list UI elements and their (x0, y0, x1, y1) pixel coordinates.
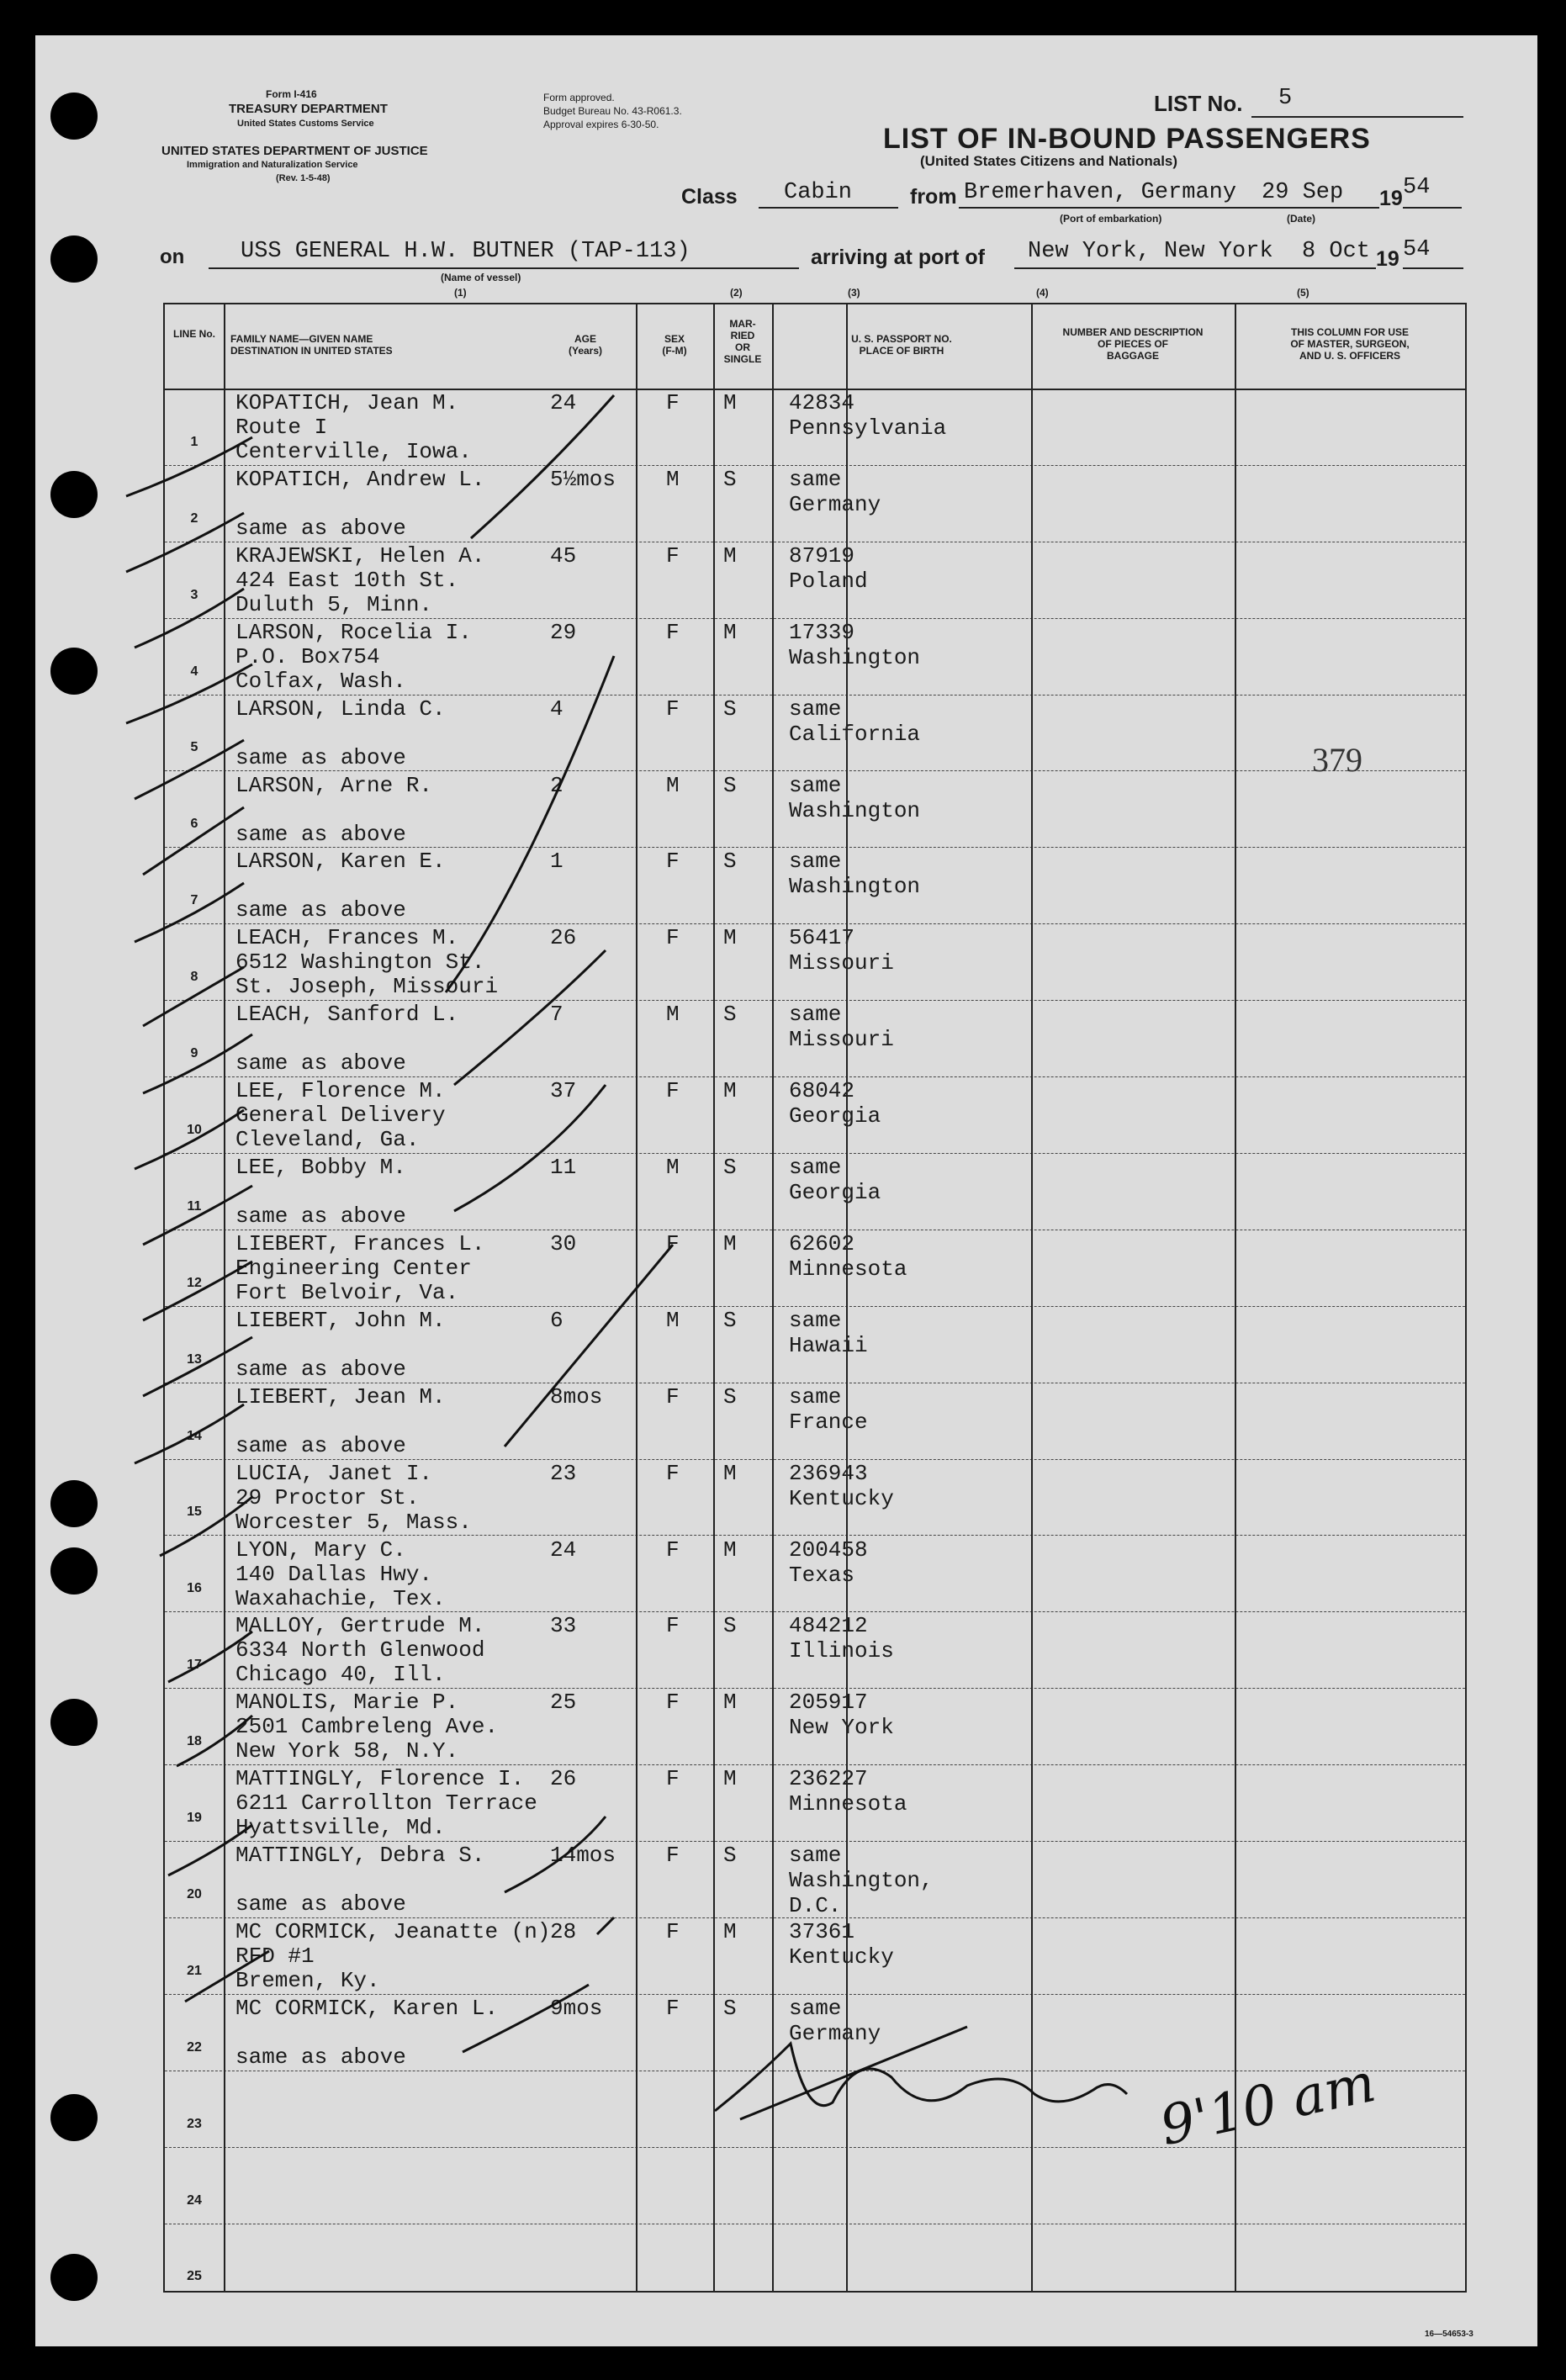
marital-value: S (723, 695, 737, 722)
sex-value: F (666, 925, 680, 951)
sex-value: F (666, 1078, 680, 1104)
passenger-name-line: LUCIA, Janet I. (235, 1460, 433, 1486)
passenger-name-line: Hyattsville, Md. (235, 1815, 446, 1841)
passenger-name-line: LIEBERT, John M. (235, 1307, 446, 1333)
marital-value: S (723, 772, 737, 798)
age-value: 26 (550, 1766, 577, 1792)
sex-value: M (666, 1002, 680, 1028)
passenger-name-line: LYON, Mary C. (235, 1536, 406, 1563)
line-number: 13 (187, 1351, 202, 1367)
marital-value: S (723, 1613, 737, 1639)
age-value: 33 (550, 1613, 577, 1639)
passport-line: same (789, 1383, 842, 1409)
passport-line: Washington (789, 797, 921, 823)
col-number-2: (2) (730, 287, 743, 299)
marital-value: M (723, 1766, 737, 1792)
signature-stroke (715, 2027, 1127, 2119)
passport-line: Germany (789, 2020, 881, 2046)
marital-value: M (723, 1230, 737, 1256)
passenger-name-line: Centerville, Iowa. (235, 439, 472, 464)
passport-line: Poland (789, 568, 868, 594)
passenger-name-line: same as above (235, 744, 406, 770)
line-number: 21 (187, 1963, 202, 1978)
check-mark-stroke (143, 1034, 252, 1093)
passenger-name-line: MATTINGLY, Debra S. (235, 1843, 485, 1869)
line-number: 11 (187, 1198, 202, 1214)
check-mark-stroke (143, 807, 244, 875)
marital-value: S (723, 1307, 737, 1333)
passenger-name-line: 6334 North Glenwood (235, 1637, 485, 1663)
passenger-name-line: P.O. Box754 (235, 643, 380, 669)
check-mark-stroke (126, 510, 244, 572)
passport-line: California (789, 721, 921, 747)
age-value: 28 (550, 1919, 577, 1944)
check-mark-stroke (471, 395, 614, 538)
hdr-baggage: NUMBER AND DESCRIPTION OF PIECES OF BAGGAGE (1062, 326, 1204, 362)
line-number: 2 (190, 510, 198, 526)
treasury-department: TREASURY DEPARTMENT (229, 102, 388, 116)
sex-value: F (666, 1460, 680, 1486)
class-label: Class (681, 185, 738, 209)
passenger-name-line: LARSON, Rocelia I. (235, 619, 472, 645)
passport-line: Minnesota (789, 1256, 907, 1282)
hdr-passport: U. S. PASSPORT NO. PLACE OF BIRTH (851, 333, 952, 357)
passenger-name-line: St. Joseph, Missouri (235, 974, 499, 1000)
passport-line: 205917 (789, 1690, 868, 1716)
passport-line: 68042 (789, 1078, 855, 1104)
stamp-number: 379 (1312, 741, 1362, 779)
check-mark-stroke (463, 1985, 589, 2052)
check-mark-stroke (505, 1245, 673, 1447)
passport-line: same (789, 695, 842, 722)
passport-line: Kentucky (789, 1485, 894, 1511)
age-value: 23 (550, 1460, 577, 1486)
passport-line: Georgia (789, 1180, 881, 1205)
line-number: 1 (190, 434, 198, 449)
passport-line: same (789, 1307, 842, 1333)
marital-value: M (723, 1078, 737, 1104)
line-number: 23 (187, 2116, 202, 2131)
passenger-name-line: LIEBERT, Jean M. (235, 1383, 446, 1409)
vessel-name: USS GENERAL H.W. BUTNER (TAP-113) (241, 239, 690, 264)
passenger-name-line: 29 Proctor St. (235, 1484, 420, 1510)
age-value: 24 (550, 390, 577, 415)
line-number: 9 (190, 1046, 198, 1061)
passport-line: Missouri (789, 950, 894, 976)
marital-value: M (723, 1690, 737, 1716)
marital-value: S (723, 849, 737, 875)
passport-line: 87919 (789, 542, 855, 569)
passport-line: 56417 (789, 925, 855, 951)
passport-line: 17339 (789, 619, 855, 645)
passenger-name-line: same as above (235, 821, 406, 847)
age-value: 45 (550, 542, 577, 569)
check-mark-stroke (143, 967, 244, 1026)
arrival-date: 8 Oct (1302, 239, 1371, 264)
check-mark-stroke (135, 589, 244, 648)
passenger-name-line: same as above (235, 1356, 406, 1382)
passenger-name-line: General Delivery (235, 1103, 446, 1129)
passport-line: same (789, 1155, 842, 1180)
passenger-name-line: Duluth 5, Minn. (235, 591, 433, 617)
from-year-prefix: 19 (1379, 187, 1403, 210)
marital-value: M (723, 542, 737, 569)
passenger-name-line: LEE, Florence M. (235, 1078, 446, 1104)
line-number: 4 (190, 664, 198, 679)
from-date: 29 Sep (1262, 180, 1344, 205)
form-code: 16—54653-3 (1425, 2330, 1473, 2339)
col-number-4: (4) (1036, 287, 1049, 299)
sex-value: F (666, 695, 680, 722)
passport-line: 236943 (789, 1460, 868, 1486)
age-value: 11 (550, 1155, 577, 1180)
age-value: 37 (550, 1078, 577, 1104)
sex-value: F (666, 1766, 680, 1792)
justice-department: UNITED STATES DEPARTMENT OF JUSTICE (161, 144, 428, 158)
ins-service: Immigration and Naturalization Service (187, 160, 358, 170)
passport-line: same (789, 1995, 842, 2021)
col-number-5: (5) (1297, 287, 1309, 299)
passport-line: same (789, 772, 842, 798)
age-value: 25 (550, 1690, 577, 1716)
passenger-name-line: New York 58, N.Y. (235, 1738, 459, 1764)
signature-note: 9'10 am (1155, 2051, 1381, 2159)
passenger-name-line: same as above (235, 2044, 406, 2070)
check-mark-stroke (143, 1337, 252, 1396)
check-mark-stroke (135, 1110, 244, 1169)
marital-value: M (723, 1536, 737, 1563)
passenger-name-line: same as above (235, 897, 406, 923)
passenger-name-line: MC CORMICK, Jeanatte (n) (235, 1919, 551, 1944)
revision: (Rev. 1-5-48) (276, 173, 331, 183)
passenger-name-line: LARSON, Linda C. (235, 695, 446, 722)
line-number: 10 (187, 1122, 202, 1137)
check-mark-stroke (454, 950, 606, 1085)
age-value: 7 (550, 1002, 563, 1028)
sex-value: F (666, 1919, 680, 1944)
passport-line: New York (789, 1715, 894, 1741)
sex-value: M (666, 772, 680, 798)
check-mark-stroke (135, 740, 244, 799)
passport-line: Missouri (789, 1027, 894, 1053)
sex-value: F (666, 1843, 680, 1869)
passenger-name-line: same as above (235, 1432, 406, 1458)
passenger-name-line: Cleveland, Ga. (235, 1127, 420, 1153)
passport-line: Washington (789, 874, 921, 900)
line-number: 17 (187, 1658, 202, 1673)
date-caption: (Date) (1287, 213, 1316, 225)
marital-value: S (723, 466, 737, 492)
col-number-3: (3) (848, 287, 860, 299)
passenger-name-line: Waxahachie, Tex. (235, 1585, 446, 1611)
line-number: 5 (190, 740, 198, 755)
check-mark-stroke (143, 1186, 252, 1245)
passport-line: Hawaii (789, 1332, 868, 1358)
vessel-caption: (Name of vessel) (441, 272, 521, 283)
arrival-year: 54 (1403, 237, 1431, 262)
approval-3: Approval expires 6-30-50. (543, 119, 659, 130)
age-value: 4 (550, 695, 563, 722)
marital-value: M (723, 925, 737, 951)
hdr-officers: THIS COLUMN FOR USE OF MASTER, SURGEON, AND U. S. OFFICERS (1290, 326, 1410, 362)
hdr-name: FAMILY NAME—GIVEN NAME DESTINATION IN UNITED STATES (230, 333, 393, 357)
line-number: 25 (187, 2269, 202, 2284)
passenger-name-line: same as above (235, 515, 406, 541)
age-value: 2 (550, 772, 563, 798)
passport-line: Texas (789, 1562, 855, 1588)
check-mark-stroke (505, 1817, 606, 1892)
line-number: 14 (187, 1428, 202, 1443)
approval-1: Form approved. (543, 92, 615, 103)
passport-line: same (789, 849, 842, 875)
check-mark-stroke (143, 1261, 252, 1320)
marital-value: S (723, 1155, 737, 1180)
age-value: 9mos (550, 1995, 603, 2021)
from-port: Bremerhaven, Germany (964, 180, 1237, 205)
line-number: 3 (190, 587, 198, 602)
age-value: 8mos (550, 1383, 603, 1409)
passenger-name-line: same as above (235, 1050, 406, 1076)
passenger-name-line: MC CORMICK, Karen L. (235, 1995, 499, 2021)
passenger-name-line: Worcester 5, Mass. (235, 1509, 472, 1535)
passport-line: same (789, 466, 842, 492)
check-mark-stroke (135, 1404, 244, 1463)
line-number: 22 (187, 2039, 202, 2055)
passport-line: same (789, 1002, 842, 1028)
line-number: 15 (187, 1505, 202, 1520)
class-value: Cabin (784, 180, 853, 205)
marital-value: S (723, 1843, 737, 1869)
approval-2: Budget Bureau No. 43-R061.3. (543, 105, 682, 117)
line-number: 8 (190, 970, 198, 985)
passenger-name-line: MANOLIS, Marie P. (235, 1690, 459, 1716)
passenger-name-line: LEACH, Frances M. (235, 925, 459, 951)
sex-value: F (666, 1383, 680, 1409)
passport-line: 484212 (789, 1613, 868, 1639)
age-value: 30 (550, 1230, 577, 1256)
port-embark-caption: (Port of embarkation) (1060, 213, 1162, 225)
age-value: 24 (550, 1536, 577, 1563)
age-value: 26 (550, 925, 577, 951)
check-mark-stroke (446, 656, 614, 992)
passport-line: France (789, 1409, 868, 1435)
sex-value: M (666, 1307, 680, 1333)
passport-line: 62602 (789, 1230, 855, 1256)
passport-line: Illinois (789, 1638, 894, 1664)
sex-value: F (666, 542, 680, 569)
line-number: 20 (187, 1886, 202, 1901)
passenger-name-line: MALLOY, Gertrude M. (235, 1613, 485, 1639)
marital-value: M (723, 1919, 737, 1944)
age-value: 1 (550, 849, 563, 875)
list-no-label: LIST No. (1154, 91, 1243, 116)
line-number: 24 (187, 2192, 202, 2208)
line-number: 12 (187, 1275, 202, 1290)
arrival-year-prefix: 19 (1376, 247, 1399, 271)
line-number: 19 (187, 1811, 202, 1826)
passenger-name-line: KOPATICH, Andrew L. (235, 466, 485, 492)
sex-value: F (666, 1536, 680, 1563)
hdr-married: MAR- RIED OR SINGLE (723, 318, 762, 365)
passenger-name-line: LEACH, Sanford L. (235, 1002, 459, 1028)
passenger-name-line: Colfax, Wash. (235, 668, 406, 694)
list-no: 5 (1278, 86, 1293, 111)
passenger-name-line: LIEBERT, Frances L. (235, 1230, 485, 1256)
marital-value: M (723, 1460, 737, 1486)
check-mark-stroke (454, 1085, 606, 1211)
sex-value: F (666, 1613, 680, 1639)
arrival-port: New York, New York (1028, 239, 1273, 264)
on-label: on (160, 246, 185, 268)
passport-line: 200458 (789, 1536, 868, 1563)
hdr-sex: SEX (F-M) (662, 333, 687, 357)
doc-subtitle: (United States Citizens and Nationals) (920, 153, 1178, 169)
marital-value: M (723, 390, 737, 415)
passport-line: 236227 (789, 1766, 868, 1792)
sex-value: F (666, 619, 680, 645)
passenger-name-line: Chicago 40, Ill. (235, 1662, 446, 1688)
passenger-name-line: 6512 Washington St. (235, 949, 485, 976)
check-mark-stroke (126, 664, 252, 723)
passenger-name-line: LARSON, Karen E. (235, 849, 446, 875)
age-value: 6 (550, 1307, 563, 1333)
passenger-name-line: Engineering Center (235, 1255, 472, 1281)
check-mark-stroke (168, 1825, 252, 1875)
passport-line: Georgia (789, 1103, 881, 1129)
line-number: 18 (187, 1734, 202, 1749)
passport-line: 42834 (789, 390, 855, 415)
check-mark-stroke (160, 1497, 252, 1556)
marital-value: S (723, 1002, 737, 1028)
form-id: Form I-416 (266, 88, 317, 100)
passport-line: Minnesota (789, 1791, 907, 1817)
sex-value: F (666, 1995, 680, 2021)
passenger-name-line: 6211 Carrollton Terrace (235, 1790, 537, 1817)
passenger-name-line: KOPATICH, Jean M. (235, 390, 459, 415)
check-mark-stroke (168, 1632, 252, 1682)
from-year: 54 (1403, 175, 1431, 200)
passport-line: Kentucky (789, 1944, 894, 1970)
sex-value: F (666, 849, 680, 875)
hdr-age: AGE (Years) (568, 333, 603, 357)
age-value: 29 (550, 619, 577, 645)
passport-line: D.C. (789, 1893, 842, 1919)
check-mark-stroke (135, 883, 244, 942)
passport-line: Washington (789, 644, 921, 670)
age-value: 14mos (550, 1843, 616, 1869)
line-number: 7 (190, 893, 198, 908)
age-value: 5½mos (550, 466, 616, 492)
passenger-name-line: same as above (235, 1203, 406, 1229)
from-label: from (910, 185, 957, 209)
marital-value: S (723, 1383, 737, 1409)
sex-value: M (666, 466, 680, 492)
sex-value: M (666, 1155, 680, 1180)
check-mark-stroke (185, 1951, 269, 2002)
passenger-name-line: Fort Belvoir, Va. (235, 1279, 459, 1305)
sex-value: F (666, 1230, 680, 1256)
passenger-name-line: same as above (235, 1891, 406, 1917)
passenger-name-line: MATTINGLY, Florence I. (235, 1766, 525, 1792)
doc-title: LIST OF IN-BOUND PASSENGERS (883, 123, 1371, 155)
line-number: 6 (190, 817, 198, 832)
check-mark-stroke (177, 1716, 252, 1766)
line-number: 16 (187, 1581, 202, 1596)
passport-line: Germany (789, 491, 881, 517)
passenger-name-line: LEE, Bobby M. (235, 1155, 406, 1180)
passenger-name-line: 140 Dallas Hwy. (235, 1561, 433, 1587)
passenger-name-line: 424 East 10th St. (235, 567, 459, 593)
passport-line: same (789, 1843, 842, 1869)
passenger-name-line: Bremen, Ky. (235, 1968, 380, 1993)
arriving-label: arriving at port of (811, 246, 985, 269)
passenger-name-line: LARSON, Arne R. (235, 772, 433, 798)
passport-line: 37361 (789, 1919, 855, 1944)
marital-value: S (723, 1995, 737, 2021)
passenger-name-line: KRAJEWSKI, Helen A. (235, 542, 485, 569)
passport-line: Washington, (789, 1868, 934, 1894)
marital-value: M (723, 619, 737, 645)
check-mark-stroke (126, 434, 252, 496)
hdr-line-no: LINE No. (173, 328, 215, 340)
passport-line: Pennsylvania (789, 415, 947, 441)
customs-service: United States Customs Service (237, 119, 374, 129)
passenger-name-line: Route I (235, 415, 328, 440)
passenger-name-line: 2501 Cambreleng Ave. (235, 1714, 499, 1740)
sex-value: F (666, 1690, 680, 1716)
sex-value: F (666, 390, 680, 415)
check-mark-stroke (597, 1917, 614, 1934)
col-number-1: (1) (454, 287, 467, 299)
passenger-name-line: RFD #1 (235, 1944, 315, 1969)
